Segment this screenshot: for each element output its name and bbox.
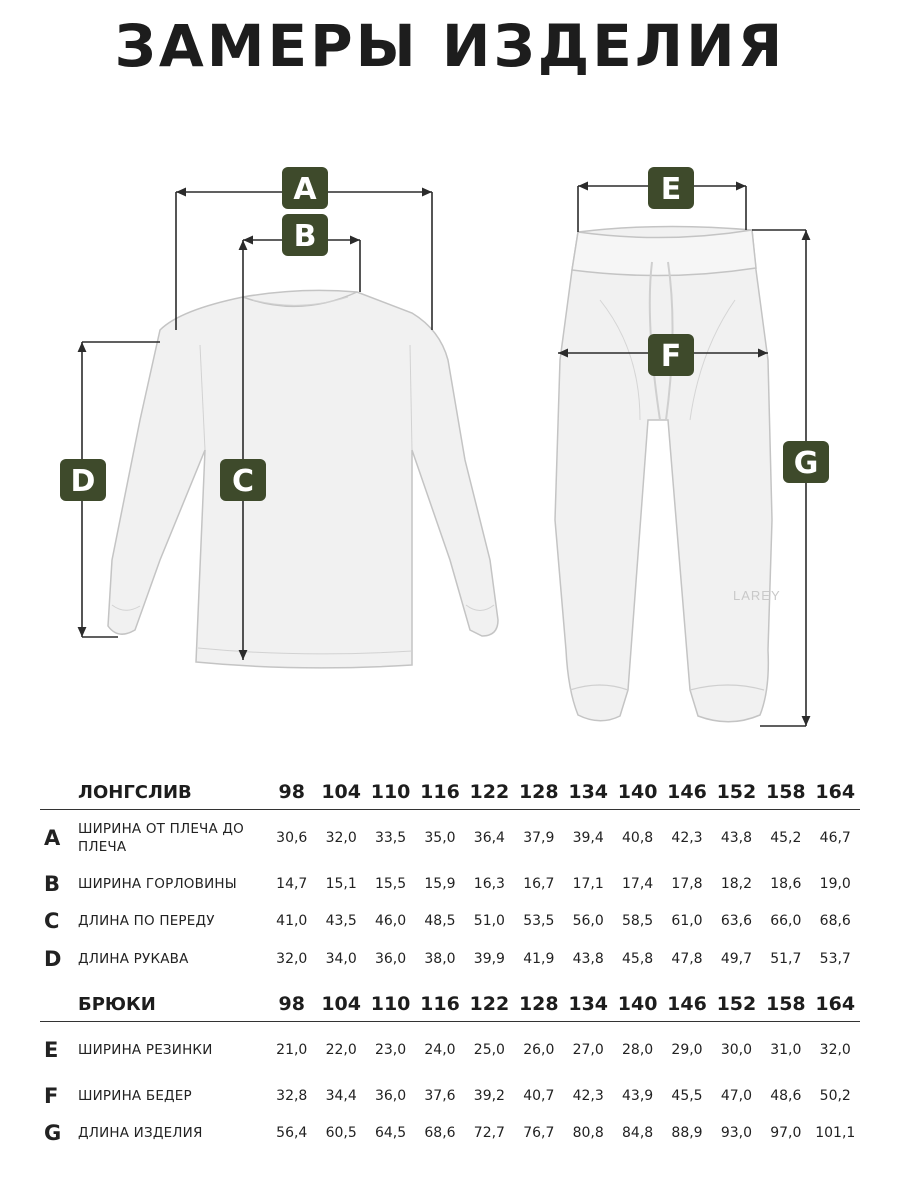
row-marker: C <box>44 908 60 933</box>
measurement-value: 17,1 <box>572 875 604 892</box>
size-header: 98 <box>278 781 305 803</box>
longsleeve-size-table <box>40 775 860 978</box>
measurement-value: 42,3 <box>572 1087 604 1104</box>
measurement-value: 48,5 <box>424 912 456 929</box>
size-header: 158 <box>765 993 806 1015</box>
measurement-value: 43,9 <box>622 1087 654 1104</box>
measurement-value: 29,0 <box>671 1041 703 1058</box>
measurement-value: 50,2 <box>819 1087 851 1104</box>
measurement-name: ШИРИНА ОТ ПЛЕЧА ДО ПЛЕЧА <box>78 820 245 855</box>
measurement-value: 97,0 <box>770 1124 802 1141</box>
measurement-value: 38,0 <box>424 950 456 967</box>
svg-text:C: C <box>231 464 255 499</box>
measurement-value: 15,1 <box>325 875 357 892</box>
measurement-value: 41,9 <box>523 950 555 967</box>
measurement-value: 28,0 <box>622 1041 654 1058</box>
table-row <box>40 1022 860 1078</box>
row-marker: G <box>44 1120 62 1145</box>
measurement-value: 15,9 <box>424 875 456 892</box>
measurement-value: 68,6 <box>424 1124 456 1141</box>
size-header: 164 <box>815 993 856 1015</box>
measurement-value: 49,7 <box>720 950 752 967</box>
measurement-value: 60,5 <box>325 1124 357 1141</box>
measurement-value: 33,5 <box>374 829 407 846</box>
size-header: 146 <box>667 781 707 803</box>
measurement-value: 53,7 <box>819 950 851 967</box>
measurement-value: 45,8 <box>622 950 654 967</box>
measurement-value: 23,0 <box>374 1041 407 1058</box>
measurement-value: 32,8 <box>276 1087 308 1104</box>
trousers-size-table <box>40 987 860 1152</box>
measurement-value: 56,0 <box>572 912 604 929</box>
measurement-value: 56,4 <box>276 1124 308 1141</box>
marker-b <box>282 214 328 256</box>
measurement-name: ДЛИНА ПО ПЕРЕДУ <box>78 912 215 929</box>
svg-text:D: D <box>70 464 96 499</box>
size-header: 122 <box>469 993 510 1015</box>
measurement-value: 32,0 <box>325 829 357 846</box>
size-header: 128 <box>518 993 559 1015</box>
size-header: 164 <box>815 781 856 803</box>
longsleeve-illustration <box>108 290 498 668</box>
marker-c <box>220 459 266 501</box>
measurement-value: 32,0 <box>276 950 308 967</box>
measurement-value: 43,8 <box>572 950 604 967</box>
measurement-value: 39,2 <box>473 1087 505 1104</box>
measurement-name: ДЛИНА ИЗДЕЛИЯ <box>78 1124 203 1141</box>
garment-diagram <box>0 150 900 750</box>
measurement-value: 17,8 <box>671 875 703 892</box>
measurement-value: 40,8 <box>622 829 654 846</box>
size-header: 152 <box>716 781 757 803</box>
measurement-value: 41,0 <box>276 912 308 929</box>
measurement-value: 84,8 <box>622 1124 654 1141</box>
measurement-value: 35,0 <box>424 829 456 846</box>
measurement-value: 34,4 <box>325 1087 357 1104</box>
measurement-value: 36,4 <box>473 829 505 846</box>
table-header <box>40 775 860 810</box>
measurement-name: ШИРИНА ГОРЛОВИНЫ <box>78 875 237 892</box>
section-heading: ЛОНГСЛИВ <box>78 781 192 803</box>
svg-text:A: A <box>293 172 317 207</box>
measurement-value: 45,5 <box>671 1087 703 1104</box>
measurement-value: 34,0 <box>325 950 357 967</box>
table-row <box>40 866 860 902</box>
marker-a <box>282 167 328 209</box>
measurement-value: 39,9 <box>473 950 505 967</box>
measurement-value: 39,4 <box>572 829 604 846</box>
measurement-value: 48,6 <box>770 1087 802 1104</box>
measurement-value: 64,5 <box>374 1124 407 1141</box>
row-marker: B <box>44 871 61 896</box>
measurement-value: 21,0 <box>276 1041 308 1058</box>
measurement-value: 43,5 <box>325 912 357 929</box>
size-header: 104 <box>321 993 361 1015</box>
measurement-value: 47,0 <box>720 1087 752 1104</box>
section-heading: БРЮКИ <box>78 993 156 1015</box>
measurement-value: 19,0 <box>819 875 851 892</box>
measurement-value: 51,0 <box>473 912 505 929</box>
svg-text:B: B <box>293 219 317 254</box>
measurement-value: 36,0 <box>374 1087 407 1104</box>
measurement-value: 36,0 <box>374 950 407 967</box>
marker-e <box>648 167 694 209</box>
measurement-value: 24,0 <box>424 1041 456 1058</box>
measurement-value: 30,0 <box>720 1041 752 1058</box>
size-header: 110 <box>370 781 411 803</box>
table-row <box>40 940 860 978</box>
marker-d <box>60 459 106 501</box>
measurement-value: 16,3 <box>473 875 505 892</box>
size-header: 98 <box>278 993 305 1015</box>
size-header: 116 <box>420 993 460 1015</box>
measurement-value: 31,0 <box>770 1041 802 1058</box>
page-title: ЗАМЕРЫ ИЗДЕЛИЯ <box>114 12 786 80</box>
size-header: 146 <box>667 993 707 1015</box>
row-marker: A <box>44 825 61 850</box>
size-header: 158 <box>765 781 806 803</box>
svg-text:E: E <box>660 172 682 207</box>
measurement-name: ШИРИНА РЕЗИНКИ <box>78 1041 213 1058</box>
row-marker: D <box>44 946 62 971</box>
table-row <box>40 1078 860 1114</box>
measurement-value: 93,0 <box>720 1124 752 1141</box>
trousers-illustration <box>555 226 781 721</box>
measurement-value: 17,4 <box>622 875 654 892</box>
measurement-value: 22,0 <box>325 1041 357 1058</box>
measurement-value: 26,0 <box>523 1041 555 1058</box>
measurement-value: 37,9 <box>523 829 555 846</box>
measurement-value: 51,7 <box>770 950 802 967</box>
measurement-value: 45,2 <box>770 829 802 846</box>
size-header: 134 <box>568 993 609 1015</box>
measurement-value: 15,5 <box>374 875 407 892</box>
measurement-value: 80,8 <box>572 1124 604 1141</box>
size-header: 140 <box>617 781 658 803</box>
brand-mark: LAREY <box>733 588 781 603</box>
measurement-value: 58,5 <box>622 912 654 929</box>
row-marker: F <box>44 1083 59 1108</box>
row-marker: E <box>44 1037 59 1062</box>
measurement-value: 66,0 <box>770 912 802 929</box>
table-row <box>40 1114 860 1152</box>
svg-text:F: F <box>660 339 682 374</box>
size-header: 104 <box>321 781 361 803</box>
measurement-value: 37,6 <box>424 1087 456 1104</box>
measurement-value: 72,7 <box>473 1124 505 1141</box>
measurement-value: 16,7 <box>523 875 555 892</box>
measurement-value: 14,7 <box>276 875 308 892</box>
measurement-value: 40,7 <box>523 1087 555 1104</box>
measurement-value: 101,1 <box>815 1124 856 1141</box>
measurement-value: 27,0 <box>572 1041 604 1058</box>
size-header: 122 <box>469 781 510 803</box>
svg-text:G: G <box>793 446 819 481</box>
measurement-value: 53,5 <box>523 912 555 929</box>
table-header <box>40 987 860 1022</box>
size-header: 152 <box>716 993 757 1015</box>
measurement-value: 42,3 <box>671 829 703 846</box>
measurement-value: 88,9 <box>671 1124 703 1141</box>
size-header: 116 <box>420 781 460 803</box>
measurement-value: 32,0 <box>819 1041 851 1058</box>
measurement-value: 18,6 <box>770 875 802 892</box>
measurement-value: 46,7 <box>819 829 851 846</box>
measurement-value: 61,0 <box>671 912 703 929</box>
marker-g <box>783 441 829 483</box>
measurement-name: ШИРИНА БЕДЕР <box>78 1087 192 1104</box>
measurement-value: 18,2 <box>720 875 752 892</box>
size-header: 110 <box>370 993 411 1015</box>
marker-f <box>648 334 694 376</box>
measurement-value: 46,0 <box>374 912 407 929</box>
measurement-value: 76,7 <box>523 1124 555 1141</box>
measurement-value: 47,8 <box>671 950 703 967</box>
size-header: 128 <box>518 781 559 803</box>
measurement-name: ДЛИНА РУКАВА <box>78 950 189 967</box>
table-row <box>40 902 860 940</box>
size-header: 134 <box>568 781 609 803</box>
measurement-value: 43,8 <box>720 829 752 846</box>
measurement-value: 30,6 <box>276 829 308 846</box>
measurement-value: 25,0 <box>473 1041 505 1058</box>
measurement-value: 68,6 <box>819 912 851 929</box>
table-row <box>40 810 860 866</box>
size-header: 140 <box>617 993 658 1015</box>
measurement-value: 63,6 <box>720 912 752 929</box>
